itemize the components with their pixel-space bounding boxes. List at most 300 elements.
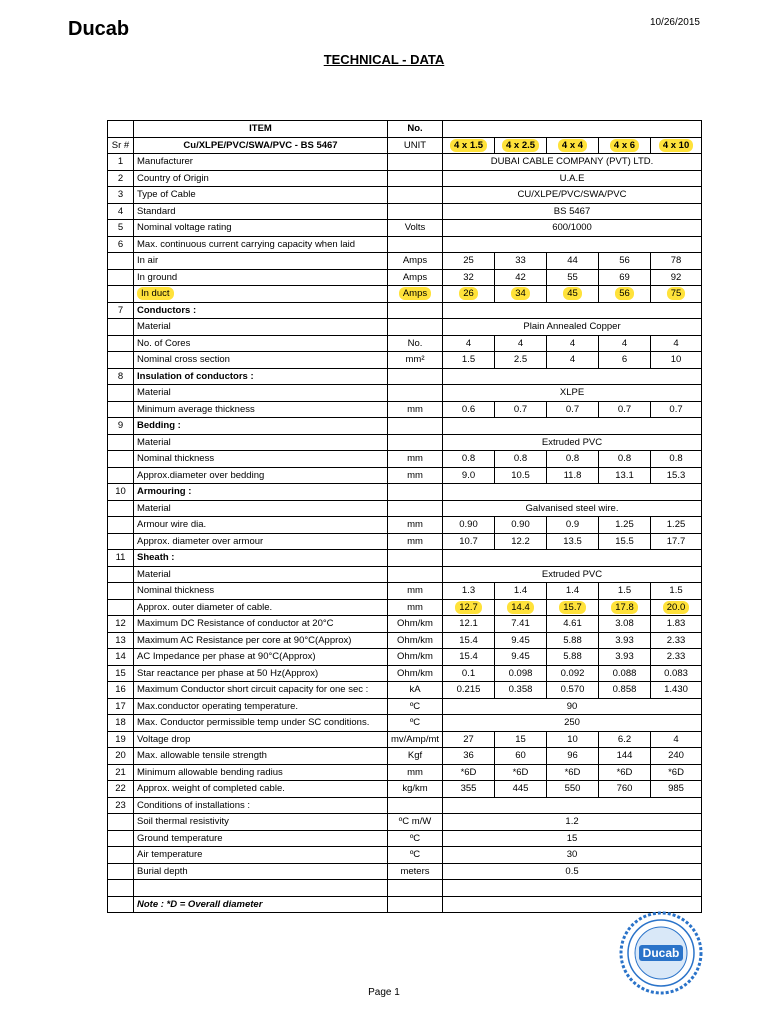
row-value: 0.092 [547,665,599,682]
row-value: 5.88 [547,632,599,649]
page-title: TECHNICAL - DATA [323,52,445,67]
size-label: 4 x 1.5 [450,139,487,152]
header-unit: UNIT [388,137,443,154]
row-value-text: 14.4 [507,601,534,614]
row-unit: mm [388,401,443,418]
table-row [108,698,702,715]
row-value [495,599,547,616]
row-merged-value: Extruded PVC [443,434,702,451]
row-sr [108,880,134,897]
row-value: 4 [443,335,495,352]
row-sr [108,583,134,600]
row-merged-value: 250 [443,715,702,732]
row-item: Maximum Conductor short circuit capacity for one sec : [134,682,388,699]
row-sr: 17 [108,698,134,715]
row-unit [388,385,443,402]
row-value: 144 [599,748,651,765]
row-unit: meters [388,863,443,880]
row-value: 1.83 [651,616,702,633]
row-merged-value: CU/XLPE/PVC/SWA/PVC [443,187,702,204]
row-value: 12.1 [443,616,495,633]
row-value: 12.2 [495,533,547,550]
row-item: Nominal cross section [134,352,388,369]
row-sr: 15 [108,665,134,682]
row-sr: 1 [108,154,134,171]
table-row [108,517,702,534]
row-unit: kg/km [388,781,443,798]
row-value-text: 15.7 [559,601,586,614]
row-unit: mm [388,764,443,781]
row-item: Air temperature [134,847,388,864]
row-sr: 4 [108,203,134,220]
row-value: 56 [599,253,651,270]
row-sr: 16 [108,682,134,699]
row-value: 0.6 [443,401,495,418]
row-value: 1.4 [495,583,547,600]
table-row [108,170,702,187]
row-unit [388,500,443,517]
row-value: 3.08 [599,616,651,633]
row-unit: ºC m/W [388,814,443,831]
row-sr: 2 [108,170,134,187]
table-row [108,731,702,748]
table-row [108,253,702,270]
row-value: 760 [599,781,651,798]
row-merged-value [443,418,702,435]
row-value: 4 [599,335,651,352]
row-sr: 12 [108,616,134,633]
table-row [108,797,702,814]
row-merged-value [443,797,702,814]
row-value: 25 [443,253,495,270]
technical-data-table [107,120,702,913]
row-item: Maximum AC Resistance per core at 90°C(Approx) [134,632,388,649]
table-row [108,467,702,484]
row-value: 5.88 [547,649,599,666]
page-number: Page 1 [368,987,400,998]
row-value-text: 75 [667,287,686,300]
row-value: *6D [495,764,547,781]
row-unit: mm² [388,352,443,369]
table-row [108,236,702,253]
row-item-text: In duct [137,287,174,300]
header-size-2 [495,137,547,154]
row-merged-value: 0.5 [443,863,702,880]
row-value [651,599,702,616]
row-sr: 23 [108,797,134,814]
table-header-row-2 [108,137,702,154]
row-merged-value: DUBAI CABLE COMPANY (PVT) LTD. [443,154,702,171]
row-value: 10.7 [443,533,495,550]
row-sr [108,830,134,847]
row-value: 0.088 [599,665,651,682]
table-row [108,187,702,204]
row-merged-value: 90 [443,698,702,715]
row-item: Material [134,434,388,451]
row-value: 60 [495,748,547,765]
row-value: 4 [495,335,547,352]
row-value: 96 [547,748,599,765]
table-row [108,896,702,913]
row-sr [108,352,134,369]
table-row [108,352,702,369]
row-value: 0.083 [651,665,702,682]
table-row [108,335,702,352]
row-unit [388,434,443,451]
row-value: 10 [651,352,702,369]
row-item [134,880,388,897]
row-unit [388,484,443,501]
row-value: 2.5 [495,352,547,369]
row-value: 27 [443,731,495,748]
row-item: Armour wire dia. [134,517,388,534]
row-sr: 13 [108,632,134,649]
row-item: Max. Conductor permissible temp under SC conditions. [134,715,388,732]
row-sr: 19 [108,731,134,748]
row-unit: No. [388,335,443,352]
row-item: Minimum allowable bending radius [134,764,388,781]
row-unit [388,566,443,583]
row-value [443,286,495,303]
table-row [108,401,702,418]
row-value: 15.4 [443,632,495,649]
row-value: 3.93 [599,632,651,649]
table-row [108,632,702,649]
row-unit [388,154,443,171]
row-sr: 21 [108,764,134,781]
row-value: 4 [547,352,599,369]
header-size-5 [651,137,702,154]
row-value: 7.41 [495,616,547,633]
row-item: Country of Origin [134,170,388,187]
row-value-text: 56 [615,287,634,300]
row-value: 15 [495,731,547,748]
table-row [108,863,702,880]
table-row [108,484,702,501]
row-value: 0.90 [443,517,495,534]
table-row [108,682,702,699]
row-sr: 6 [108,236,134,253]
company-stamp [619,911,703,995]
size-label: 4 x 6 [610,139,639,152]
table-row [108,533,702,550]
row-merged-value: 600/1000 [443,220,702,237]
row-value: 0.858 [599,682,651,699]
row-unit: ºC [388,830,443,847]
row-value: 42 [495,269,547,286]
row-sr: 20 [108,748,134,765]
row-unit: Ohm/km [388,616,443,633]
row-value: 1.5 [651,583,702,600]
row-value: 0.9 [547,517,599,534]
row-value [599,599,651,616]
row-sr [108,847,134,864]
header-blank [108,121,134,138]
header-size-1 [443,137,495,154]
row-value-text: 20.0 [663,601,690,614]
row-item: Soil thermal resistivity [134,814,388,831]
row-value: 9.45 [495,632,547,649]
row-unit: ºC [388,698,443,715]
row-item: Material [134,385,388,402]
row-merged-value [443,302,702,319]
row-value: 10.5 [495,467,547,484]
row-value: 0.8 [599,451,651,468]
row-sr [108,533,134,550]
table-row [108,500,702,517]
row-item: Max. continuous current carrying capacity when laid [134,236,388,253]
row-value [443,599,495,616]
row-unit [388,286,443,303]
table-row [108,269,702,286]
row-unit: Ohm/km [388,665,443,682]
row-value: 69 [599,269,651,286]
row-item: Minimum average thickness [134,401,388,418]
row-sr: 5 [108,220,134,237]
row-value-text: 12.7 [455,601,482,614]
row-value: 0.8 [443,451,495,468]
row-item: Nominal thickness [134,583,388,600]
header-blank-span [443,121,702,138]
row-sr: 22 [108,781,134,798]
row-value: 33 [495,253,547,270]
row-item: Material [134,566,388,583]
document-date: 10/26/2015 [649,17,700,28]
size-label: 4 x 10 [659,139,693,152]
table-row [108,451,702,468]
row-item: Approx. outer diameter of cable. [134,599,388,616]
row-merged-value: Galvanised steel wire. [443,500,702,517]
row-unit: ºC [388,847,443,864]
row-item: Maximum DC Resistance of conductor at 20°C [134,616,388,633]
row-value: 0.7 [599,401,651,418]
row-value: *6D [651,764,702,781]
row-value: *6D [443,764,495,781]
company-logo: Ducab [68,18,130,40]
row-unit: ºC [388,715,443,732]
row-value [547,599,599,616]
row-item: Burial depth [134,863,388,880]
row-unit-text: Amps [399,287,431,300]
row-value: 0.358 [495,682,547,699]
row-value: 13.1 [599,467,651,484]
row-sr [108,500,134,517]
row-item: Star reactance per phase at 50 Hz(Approx) [134,665,388,682]
row-item: Conditions of installations : [134,797,388,814]
row-merged-value: Extruded PVC [443,566,702,583]
row-value-text: 26 [459,287,478,300]
row-item: AC Impedance per phase at 90°C(Approx) [134,649,388,666]
row-sr: 11 [108,550,134,567]
row-value: 4 [547,335,599,352]
table-row [108,715,702,732]
row-value: 4 [651,335,702,352]
row-sr [108,385,134,402]
table-row [108,203,702,220]
row-value: 4 [651,731,702,748]
row-value [547,286,599,303]
row-value: 0.90 [495,517,547,534]
row-value-text: 34 [511,287,530,300]
row-item: Material [134,500,388,517]
row-merged-value: XLPE [443,385,702,402]
row-value: 0.215 [443,682,495,699]
row-value: *6D [547,764,599,781]
row-sr [108,863,134,880]
row-merged-value: BS 5467 [443,203,702,220]
row-value: 6 [599,352,651,369]
row-sr [108,566,134,583]
row-sr: 9 [108,418,134,435]
row-value: 0.570 [547,682,599,699]
row-item: Note : *D = Overall diameter [134,896,388,913]
row-item: Standard [134,203,388,220]
header-size-4 [599,137,651,154]
row-item: In ground [134,269,388,286]
row-sr: 7 [108,302,134,319]
row-sr: 18 [108,715,134,732]
table-row [108,649,702,666]
row-unit: mv/Amp/mt [388,731,443,748]
row-item [134,286,388,303]
row-unit [388,418,443,435]
table-row [108,748,702,765]
row-sr: 3 [108,187,134,204]
row-unit: mm [388,533,443,550]
row-value: 1.4 [547,583,599,600]
row-item: Max. allowable tensile strength [134,748,388,765]
row-sr [108,434,134,451]
size-label: 4 x 4 [558,139,587,152]
row-value: 9.0 [443,467,495,484]
row-unit: mm [388,451,443,468]
header-spec: Cu/XLPE/PVC/SWA/PVC - BS 5467 [134,137,388,154]
row-merged-value: Plain Annealed Copper [443,319,702,336]
row-sr [108,599,134,616]
row-item: Approx.diameter over bedding [134,467,388,484]
table-row [108,302,702,319]
row-sr [108,896,134,913]
table-row [108,814,702,831]
row-item: In air [134,253,388,270]
row-merged-value: U.A.E [443,170,702,187]
row-unit [388,203,443,220]
table-row [108,418,702,435]
row-unit: mm [388,599,443,616]
row-unit [388,236,443,253]
row-sr: 14 [108,649,134,666]
row-item: Sheath : [134,550,388,567]
table-row [108,599,702,616]
row-unit: Ohm/km [388,632,443,649]
row-item: Voltage drop [134,731,388,748]
row-value: 1.25 [651,517,702,534]
row-value: 2.33 [651,649,702,666]
row-value: 11.8 [547,467,599,484]
table-row [108,319,702,336]
row-value: 985 [651,781,702,798]
row-unit: Kgf [388,748,443,765]
header-no: No. [388,121,443,138]
row-value: 0.1 [443,665,495,682]
row-unit [388,187,443,204]
row-value: 1.3 [443,583,495,600]
row-value: 13.5 [547,533,599,550]
table-row [108,583,702,600]
row-sr: 10 [108,484,134,501]
row-sr [108,319,134,336]
table-row [108,764,702,781]
row-item: Approx. weight of completed cable. [134,781,388,798]
row-sr [108,286,134,303]
row-unit [388,896,443,913]
row-unit [388,302,443,319]
row-unit: mm [388,517,443,534]
row-merged-value [443,484,702,501]
row-item: Conductors : [134,302,388,319]
table-row [108,781,702,798]
row-sr [108,467,134,484]
row-merged-value [443,550,702,567]
row-value: 0.8 [495,451,547,468]
row-value: 4.61 [547,616,599,633]
row-item: Insulation of conductors : [134,368,388,385]
table-row [108,830,702,847]
row-value: 0.7 [651,401,702,418]
row-unit: Amps [388,253,443,270]
row-merged-value: 15 [443,830,702,847]
row-sr: 8 [108,368,134,385]
row-value: 3.93 [599,649,651,666]
row-value: 6.2 [599,731,651,748]
header-sr: Sr # [108,137,134,154]
row-sr [108,517,134,534]
row-value: 32 [443,269,495,286]
row-merged-value: 30 [443,847,702,864]
table-row [108,434,702,451]
header-size-3 [547,137,599,154]
table-row [108,368,702,385]
row-value: 36 [443,748,495,765]
table-row [108,550,702,567]
row-item: Material [134,319,388,336]
row-sr [108,451,134,468]
row-unit [388,319,443,336]
table-row [108,385,702,402]
row-unit [388,550,443,567]
row-item: Type of Cable [134,187,388,204]
row-item: Max.conductor operating temperature. [134,698,388,715]
table-row [108,880,702,897]
row-value: 92 [651,269,702,286]
row-value: 15.4 [443,649,495,666]
size-label: 4 x 2.5 [502,139,539,152]
row-unit: Volts [388,220,443,237]
row-value: 1.5 [443,352,495,369]
row-value: 78 [651,253,702,270]
row-value: 15.5 [599,533,651,550]
row-value: *6D [599,764,651,781]
header-item: ITEM [134,121,388,138]
row-value: 355 [443,781,495,798]
row-value: 0.8 [547,451,599,468]
stamp-text: Ducab [642,946,680,960]
row-sr [108,269,134,286]
row-value: 0.098 [495,665,547,682]
row-value: 0.7 [547,401,599,418]
row-merged-value: 1.2 [443,814,702,831]
row-merged-value [443,880,702,897]
